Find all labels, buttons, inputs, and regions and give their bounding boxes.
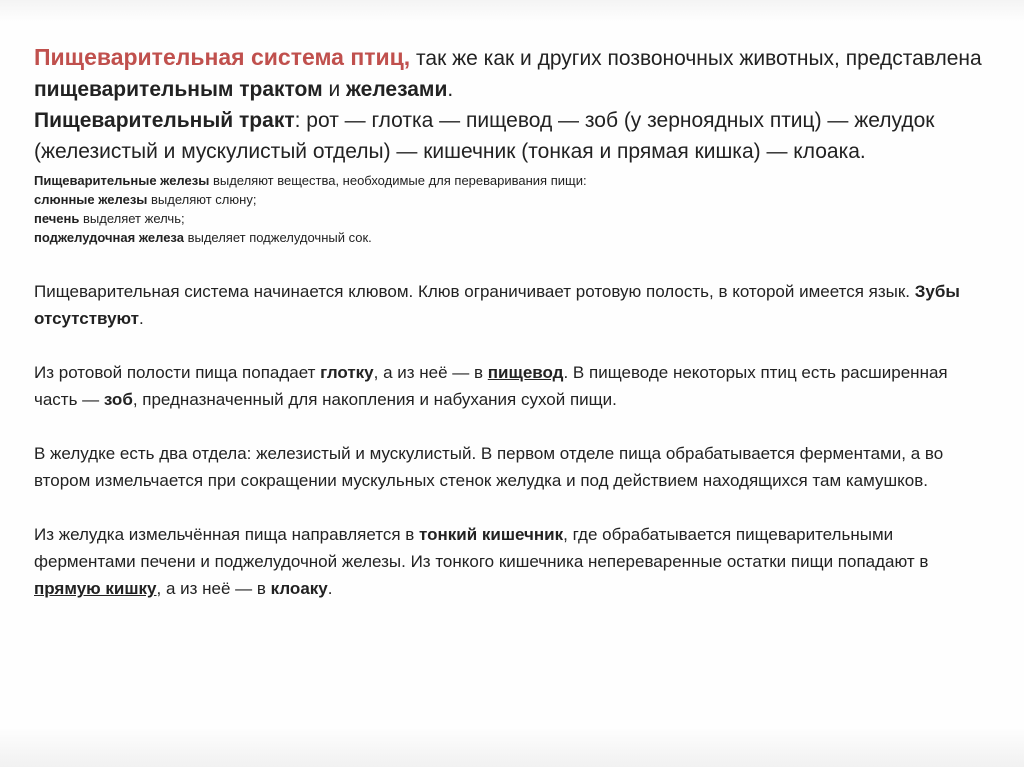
- glands-line: Пищеварительные железы выделяют вещества, необходимые для переваривания пищи:: [34, 173, 587, 188]
- slide-title: Пищеварительная система птиц,: [34, 44, 411, 70]
- glands-line: печень выделяет желчь;: [34, 211, 185, 226]
- stomach-paragraph: В желудке есть два отдела: железистый и мускулистый. В первом отделе пища обрабатывается ферментами, а во втором измельчается при сокращении мускульных стенок желудка и под действием находящихся там камушков.: [34, 444, 944, 490]
- intro-paragraph: Пищеварительная система птиц, так же как и других позвоночных животных, представлена пищеварительным трактом и железами.: [34, 44, 982, 101]
- tract-paragraph: Пищеварительный тракт: рот — глотка — пищевод — зоб (у зерноядных птиц) — желудок (железистый и мускулистый отделы) — кишечник (тонкая и прямая кишка) — клоака.: [34, 109, 935, 163]
- intestine-paragraph: Из желудка измельчённая пища направляется в тонкий кишечник, где обрабатывается пищеварительными ферментами печени и поджелудочной железы. Из тонкого кишечника непереваренные остатки пищи попадают в прямую кишку, а из неё — в клоаку.: [34, 525, 929, 598]
- tract-label: Пищеварительный тракт: [34, 109, 295, 132]
- glands-line: слюнные железы выделяют слюну;: [34, 192, 257, 207]
- glands-list: [34, 171, 994, 247]
- slide-content: [34, 42, 994, 602]
- glands-line: поджелудочная железа выделяет поджелудочный сок.: [34, 230, 372, 245]
- bottom-shade: [0, 727, 1024, 767]
- beak-paragraph: Пищеварительная система начинается клювом. Клюв ограничивает ротовую полость, в которой имеется язык. Зубы отсутствуют.: [34, 282, 960, 328]
- top-shade: [0, 0, 1024, 22]
- esophagus-paragraph: Из ротовой полости пища попадает глотку, а из неё — в пищевод. В пищеводе некоторых птиц есть расширенная часть — зоб, предназначенный для накопления и набухания сухой пищи.: [34, 363, 948, 409]
